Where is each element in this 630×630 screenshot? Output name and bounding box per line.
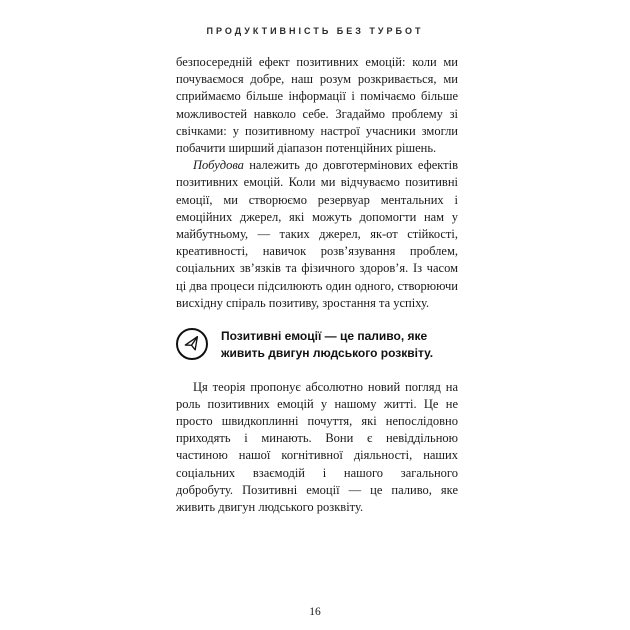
paper-plane-icon [176,328,208,360]
pull-quote-text: Позитивні емоції — це паливо, яке живить двигун людського розквіту. [221,328,434,360]
paragraph-1: безпосередній ефект позитивних емоцій: коли ми почуваємося добре, наш розум розкривається, ми сприймаємо більше інформації і помічаємо більше можливостей навколо себе. Згадаймо проблему зі свічками: у позитивному настрої учасники змогли побачити ширший діапазон потенційних рішень. [176,55,458,156]
paragraph-3: Ця теорія пропонує абсолютно новий погляд на роль позитивних емоцій у нашому житті. Це не просто швидкоплинні почуття, які непослідовно приходять і минають. Вони є невіддільною частиною нашої когнітивної діяльності, наших соціальних взаємодій і нашого загального добробуту. Позитивні емоції — це паливо, яке живить двигун людського розквіту. [176,379,458,514]
pull-quote-callout [176,327,458,362]
page-number: 16 [309,606,321,618]
paragraph-2 [176,157,458,312]
running-head-title: ПРОДУКТИВНІСТЬ БЕЗ ТУРБОТ [206,26,424,36]
paragraph-2-text: належить до довготермінових ефектів позитивних емоцій. Коли ми відчуваємо позитивні емоції, ми створюємо резервуар ментальних і емоційних джерел, які можуть допомогти нам у майбутньому, — таких джерел, як-от стійкості, креативності, навичок розв’язування проблем, соціальних зв’язків та фізичного здоров’я. Із часом ці два процеси підсилюють один одного, створюючи висхідну спіраль позитиву, зростання та успіху. [176,158,458,310]
paragraph-2-lead-word: Побудова [193,158,244,173]
body-text-column [176,54,458,516]
